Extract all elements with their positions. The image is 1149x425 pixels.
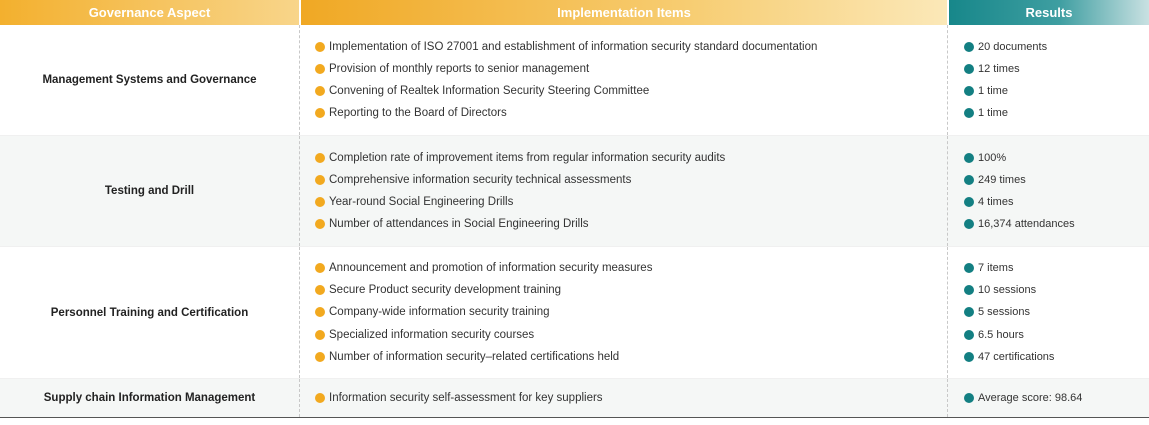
bullet-icon: [315, 86, 325, 96]
items-cell: [300, 379, 948, 417]
item-text: Reporting to the Board of Directors: [329, 107, 507, 120]
list-item: [315, 58, 947, 80]
item-text: Comprehensive information security technical assessments: [329, 173, 632, 186]
result-text: 20 documents: [978, 40, 1048, 53]
list-item: [315, 324, 947, 346]
results-cell: [948, 136, 1149, 246]
bullet-icon: [315, 42, 325, 52]
item-text: Secure Product security development training: [329, 284, 562, 297]
result-text: 6.5 hours: [978, 328, 1024, 341]
item-text: Number of information security–related certifications held: [329, 351, 620, 364]
bullet-icon: [964, 108, 974, 118]
table-row: [0, 379, 1149, 418]
table-row: [0, 136, 1149, 247]
aspect-cell: Personnel Training and Certification: [0, 247, 300, 378]
table-row: [0, 247, 1149, 379]
items-cell: [300, 136, 948, 246]
list-item: [964, 387, 1149, 409]
bullet-icon: [964, 175, 974, 185]
bullet-icon: [964, 285, 974, 295]
list-item: [315, 35, 947, 57]
results-cell: [948, 25, 1149, 135]
item-text: Year-round Social Engineering Drills: [329, 196, 514, 209]
list-item: [315, 191, 947, 213]
bullet-icon: [315, 64, 325, 74]
header-results: Results: [949, 0, 1149, 25]
bullet-icon: [315, 330, 325, 340]
bullet-icon: [315, 197, 325, 207]
results-cell: [948, 247, 1149, 378]
item-text: Company-wide information security training: [329, 306, 550, 319]
aspect-cell: Testing and Drill: [0, 136, 300, 246]
bullet-icon: [964, 263, 974, 273]
result-text: Average score: 98.64: [978, 391, 1083, 404]
aspect-cell: Supply chain Information Management: [0, 379, 300, 417]
items-cell: [300, 247, 948, 378]
results-cell: [948, 379, 1149, 417]
aspect-cell: Management Systems and Governance: [0, 25, 300, 135]
bullet-icon: [315, 108, 325, 118]
bullet-icon: [315, 393, 325, 403]
header-implementation-items: Implementation Items: [301, 0, 947, 25]
result-text: 100%: [978, 151, 1007, 164]
bullet-icon: [315, 263, 325, 273]
list-item: [315, 213, 947, 235]
result-text: 10 sessions: [978, 284, 1037, 297]
result-text: 1 time: [978, 107, 1008, 120]
bullet-icon: [315, 285, 325, 295]
list-item: [964, 346, 1149, 368]
list-item: [315, 257, 947, 279]
result-text: 47 certifications: [978, 351, 1055, 364]
item-text: Specialized information security courses: [329, 328, 535, 341]
bullet-icon: [964, 307, 974, 317]
bullet-icon: [315, 219, 325, 229]
list-item: [964, 169, 1149, 191]
result-text: 1 time: [978, 85, 1008, 98]
list-item: [964, 35, 1149, 57]
list-item: [315, 102, 947, 124]
result-text: 12 times: [978, 62, 1020, 75]
list-item: [964, 324, 1149, 346]
bullet-icon: [315, 352, 325, 362]
list-item: [964, 191, 1149, 213]
bullet-icon: [964, 153, 974, 163]
list-item: [964, 213, 1149, 235]
item-text: Implementation of ISO 27001 and establishment of information security standard documentation: [329, 40, 818, 53]
bullet-icon: [964, 42, 974, 52]
list-item: [315, 387, 947, 409]
list-item: [315, 301, 947, 323]
header-governance-aspect: Governance Aspect: [0, 0, 299, 25]
list-item: [315, 279, 947, 301]
item-text: Information security self-assessment for key suppliers: [329, 391, 603, 404]
bullet-icon: [964, 330, 974, 340]
result-text: 249 times: [978, 173, 1026, 186]
list-item: [315, 169, 947, 191]
bullet-icon: [964, 393, 974, 403]
item-text: Number of attendances in Social Engineering Drills: [329, 218, 589, 231]
bullet-icon: [964, 197, 974, 207]
item-text: Completion rate of improvement items from regular information security audits: [329, 151, 726, 164]
table-row: [0, 25, 1149, 136]
list-item: [315, 80, 947, 102]
bullet-icon: [964, 219, 974, 229]
table-header: [0, 0, 1149, 25]
bullet-icon: [964, 352, 974, 362]
item-text: Announcement and promotion of information security measures: [329, 261, 653, 274]
list-item: [964, 301, 1149, 323]
list-item: [964, 58, 1149, 80]
result-text: 4 times: [978, 196, 1014, 209]
items-cell: [300, 25, 948, 135]
bullet-icon: [315, 153, 325, 163]
list-item: [964, 146, 1149, 168]
list-item: [315, 146, 947, 168]
result-text: 7 items: [978, 261, 1014, 274]
list-item: [964, 279, 1149, 301]
list-item: [964, 80, 1149, 102]
bullet-icon: [315, 307, 325, 317]
bullet-icon: [964, 64, 974, 74]
bullet-icon: [315, 175, 325, 185]
item-text: Provision of monthly reports to senior management: [329, 62, 590, 75]
list-item: [315, 346, 947, 368]
item-text: Convening of Realtek Information Security Steering Committee: [329, 85, 650, 98]
result-text: 5 sessions: [978, 306, 1030, 319]
bullet-icon: [964, 86, 974, 96]
result-text: 16,374 attendances: [978, 218, 1075, 231]
list-item: [964, 102, 1149, 124]
list-item: [964, 257, 1149, 279]
